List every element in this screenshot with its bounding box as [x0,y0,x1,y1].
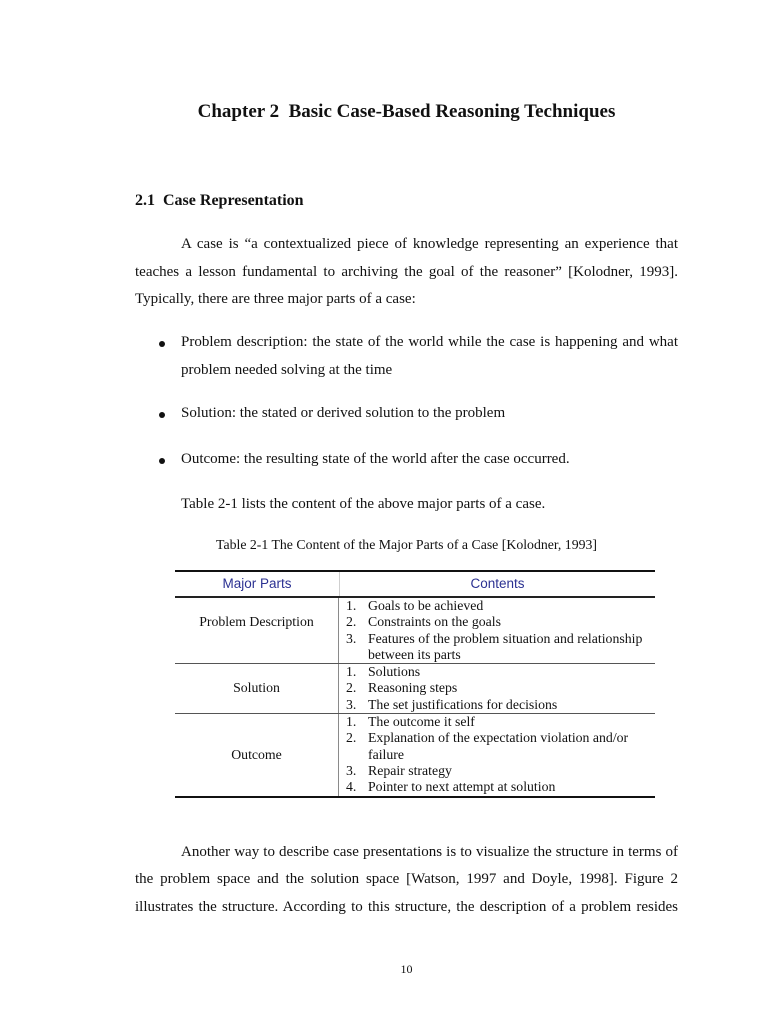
content-item-number: 3. [346,762,357,778]
content-item-text: Goals to be achieved [368,598,484,613]
content-item-number: 1. [346,598,357,613]
content-item-number: 2. [346,680,357,696]
contents-cell [339,714,654,795]
closing-paragraph-line: Another way to describe case presentations is to visualize the structure in terms of [181,844,678,860]
content-item-text: The set justifications for decisions [368,696,558,712]
content-item-number: 4. [346,779,357,795]
bullet-text-line: Outcome: the resulting state of the world after the case occurred. [181,451,570,467]
content-item [346,631,654,664]
content-item-text: Repair strategy [368,762,452,778]
contents-cell [339,598,654,663]
closing-paragraph-line: the problem space and the solution space [Watson, 1997 and Doyle, 1998]. Figure 2 [135,871,678,887]
bullet-text-line: Problem description: the state of the world while the case is happening and what [181,334,678,350]
content-item-number: 2. [346,730,357,746]
intro-paragraph-line: teaches a lesson fundamental to archiving the goal of the reasoner” [Kolodner, 1993]. [135,264,678,280]
content-item-text: The outcome it self [368,714,475,730]
table-header-row [175,572,655,598]
content-item-text: Constraints on the goals [368,614,501,630]
table-caption: Table 2-1 The Content of the Major Parts of a Case [Kolodner, 1993] [216,537,597,552]
content-item-number: 2. [346,614,357,630]
bullet-text-line: Solution: the stated or derived solution to the problem [181,405,506,421]
major-part-cell [175,598,339,663]
content-item-text: Solutions [368,664,421,680]
content-item [346,763,654,779]
content-item [346,598,654,614]
major-part-cell [175,664,339,713]
bullet-marker [159,458,165,464]
column-header-contents: Contents [470,575,525,591]
content-item [346,714,654,730]
bullet-marker [159,341,165,347]
content-item-number: 1. [346,664,357,680]
content-item-text: Explanation of the expectation violation and/or failure [368,730,629,762]
bullet-marker [159,412,165,418]
contents-cell [339,664,654,713]
table-intro-sentence: Table 2-1 lists the content of the above major parts of a case. [181,496,546,512]
content-item-number: 3. [346,696,357,712]
section-heading: 2.1 Case Representation [135,192,304,209]
major-part-label: Problem Description [199,614,314,630]
major-part-label: Outcome [231,746,282,762]
major-part-label: Solution [233,680,280,696]
major-part-cell [175,714,339,795]
content-item [346,680,654,696]
page-number: 10 [400,962,413,976]
chapter-title: Chapter 2 Basic Case-Based Reasoning Techniques [197,101,616,122]
intro-paragraph-line: A case is “a contextualized piece of knowledge representing an experience that [181,236,678,252]
content-item [346,779,654,795]
closing-paragraph-line: illustrates the structure. According to this structure, the description of a problem resides [135,899,678,915]
content-item [346,664,654,680]
content-item [346,730,654,763]
content-item-text: Features of the problem situation and relationship between its parts [368,630,643,662]
content-item-number: 1. [346,714,357,730]
content-item-text: Reasoning steps [368,680,458,696]
major-parts-table [175,570,655,798]
content-item [346,614,654,630]
content-item-text: Pointer to next attempt at solution [368,779,556,795]
bullet-text-line: problem needed solving at the time [181,362,393,378]
table-row [175,714,655,795]
column-header-major-parts: Major Parts [175,572,340,596]
intro-paragraph-line: Typically, there are three major parts of a case: [135,291,416,307]
content-item-number: 3. [346,630,357,646]
content-item [346,697,654,713]
table-row [175,598,655,664]
table-row [175,664,655,714]
